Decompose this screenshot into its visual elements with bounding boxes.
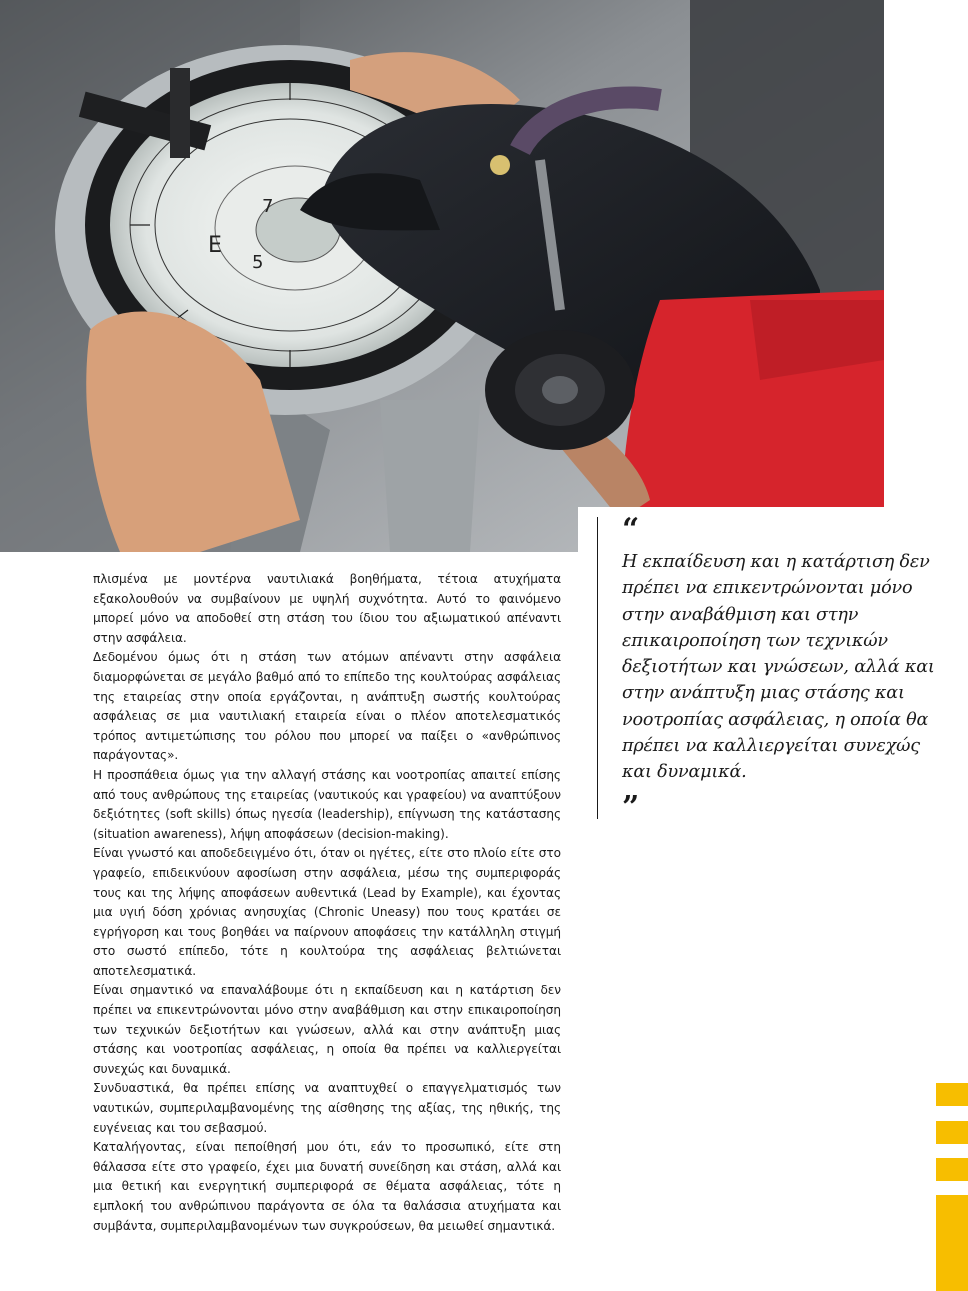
body-paragraph: Η προσπάθεια όμως για την αλλαγή στάσης και νοοτροπίας απαιτεί επίσης από τους ανθρώπους της εταιρείας (ναυτικούς και γραφείου) να αναπτύξουν δεξιότητες (soft skills) όπως ηγεσία (leadership), επίγνωση της κατάστασης (situation awareness), λήψη αποφάσεων (decision-making). xyxy=(93,767,561,841)
body-paragraph: πλισμένα με μοντέρνα ναυτιλιακά βοηθήματα, τέτοια ατυχήματα εξακολουθούν να συμβαίνουν με υψηλή συχνότητα. Αυτό το φαινόμενο μπορεί μόνο να αποδοθεί στη στάση του ίδιου του αξιωματικού απέναντι στην ασφάλεια. xyxy=(93,572,561,645)
body-paragraph: Είναι γνωστό και αποδεδειγμένο ότι, όταν οι ηγέτες, είτε στο πλοίο είτε στο γραφείο, επιδεικνύουν αφοσίωση στην ασφάλεια, μέσω της συμπεριφοράς τους και της λήψης αποφάσεων αυθεντικά (Lead by Example), και έχοντας μια υγιή δόση χρόνιας ανησυχίας (Chronic Uneasy) που τους κρατάει σε εγρήγορση και τους βοηθάει να παίρνουν αποφάσεις την κατάλληλη στιγμή στο σωστό επίπεδο, τότε η κουλτούρα της ασφάλειας βελτιώνεται αποτελεσματικά. xyxy=(93,846,561,978)
quote-open-mark: “ xyxy=(622,512,640,547)
pull-quote-rule xyxy=(597,517,598,819)
svg-text:5: 5 xyxy=(252,252,264,273)
svg-text:7: 7 xyxy=(262,196,274,217)
pull-quote-text: Η εκπαίδευση και η κατάρτιση δεν πρέπει να επικεντρώνονται μόνο στην αναβάθμιση και στην επικαιροποίηση των τεχνικών δεξιοτήτων και γνώσεων, αλλά και στην ανάπτυξη μιας στάσης και νοοτροπίας ασφάλειας, η οποία θα πρέπει να καλλιεργείται συνεχώς και δυναμικά. xyxy=(622,552,935,783)
page-tab xyxy=(936,1083,968,1106)
article-body xyxy=(93,570,561,1236)
body-paragraph: Είναι σημαντικό να επαναλάβουμε ότι η εκπαίδευση και η κατάρτιση δεν πρέπει να επικεντρώνονται μόνο στην αναβάθμιση και στην επικαιροποίηση των τεχνικών δεξιοτήτων και γνώσεων, αλλά και στην ανάπτυξη μιας στάσης και νοοτροπίας ασφάλειας, η οποία θα πρέπει να καλλιεργείται συνεχώς και δυναμικά. xyxy=(93,983,561,1076)
page-tab xyxy=(936,1121,968,1144)
page-tab xyxy=(936,1195,968,1291)
quote-close-mark: ” xyxy=(622,790,640,825)
body-paragraph: Καταλήγοντας, είναι πεποίθησή μου ότι, εάν το προσωπικό, είτε στη θάλασσα είτε στο γραφείο, έχει μια δυνατή συνείδηση και στάση, αλλά και μια θετική και ενεργητική συμπεριφορά σε θέματα ασφάλειας, τότε η εμπλοκή του ανθρώπινου παράγοντα σε όλα τα θαλάσσια ατυχήματα και συμβάντα, συμπεριλαμβανομένων των συγκρούσεων, θα μειωθεί σημαντικά. xyxy=(93,1140,561,1233)
page-tab xyxy=(936,1158,968,1181)
compass-photo xyxy=(0,0,884,552)
compass-icon xyxy=(0,0,884,552)
body-paragraph: Δεδομένου όμως ότι η στάση των ατόμων απέναντι στην ασφάλεια διαμορφώνεται σε μεγάλο βαθμό από το επίπεδο της κουλτούρας ασφάλειας της εταιρείας στην οποία εργάζονται, η ανάπτυξη σωστής κουλτούρας ασφάλειας σε μια ναυτιλιακή εταιρεία είναι ο πλέον αποτελεσματικός τρόπος αντιμετώπισης του ρόλου που μπορεί να παίξει ο «ανθρώπινος παράγοντας». xyxy=(93,650,561,763)
svg-text:E: E xyxy=(208,233,222,258)
body-paragraph: Συνδυαστικά, θα πρέπει επίσης να αναπτυχθεί ο επαγγελματισμός των ναυτικών, συμπεριλαμβανομένης της αίσθησης της αξίας, της ηθικής, της ευγένειας και του σεβασμού. xyxy=(93,1081,561,1135)
